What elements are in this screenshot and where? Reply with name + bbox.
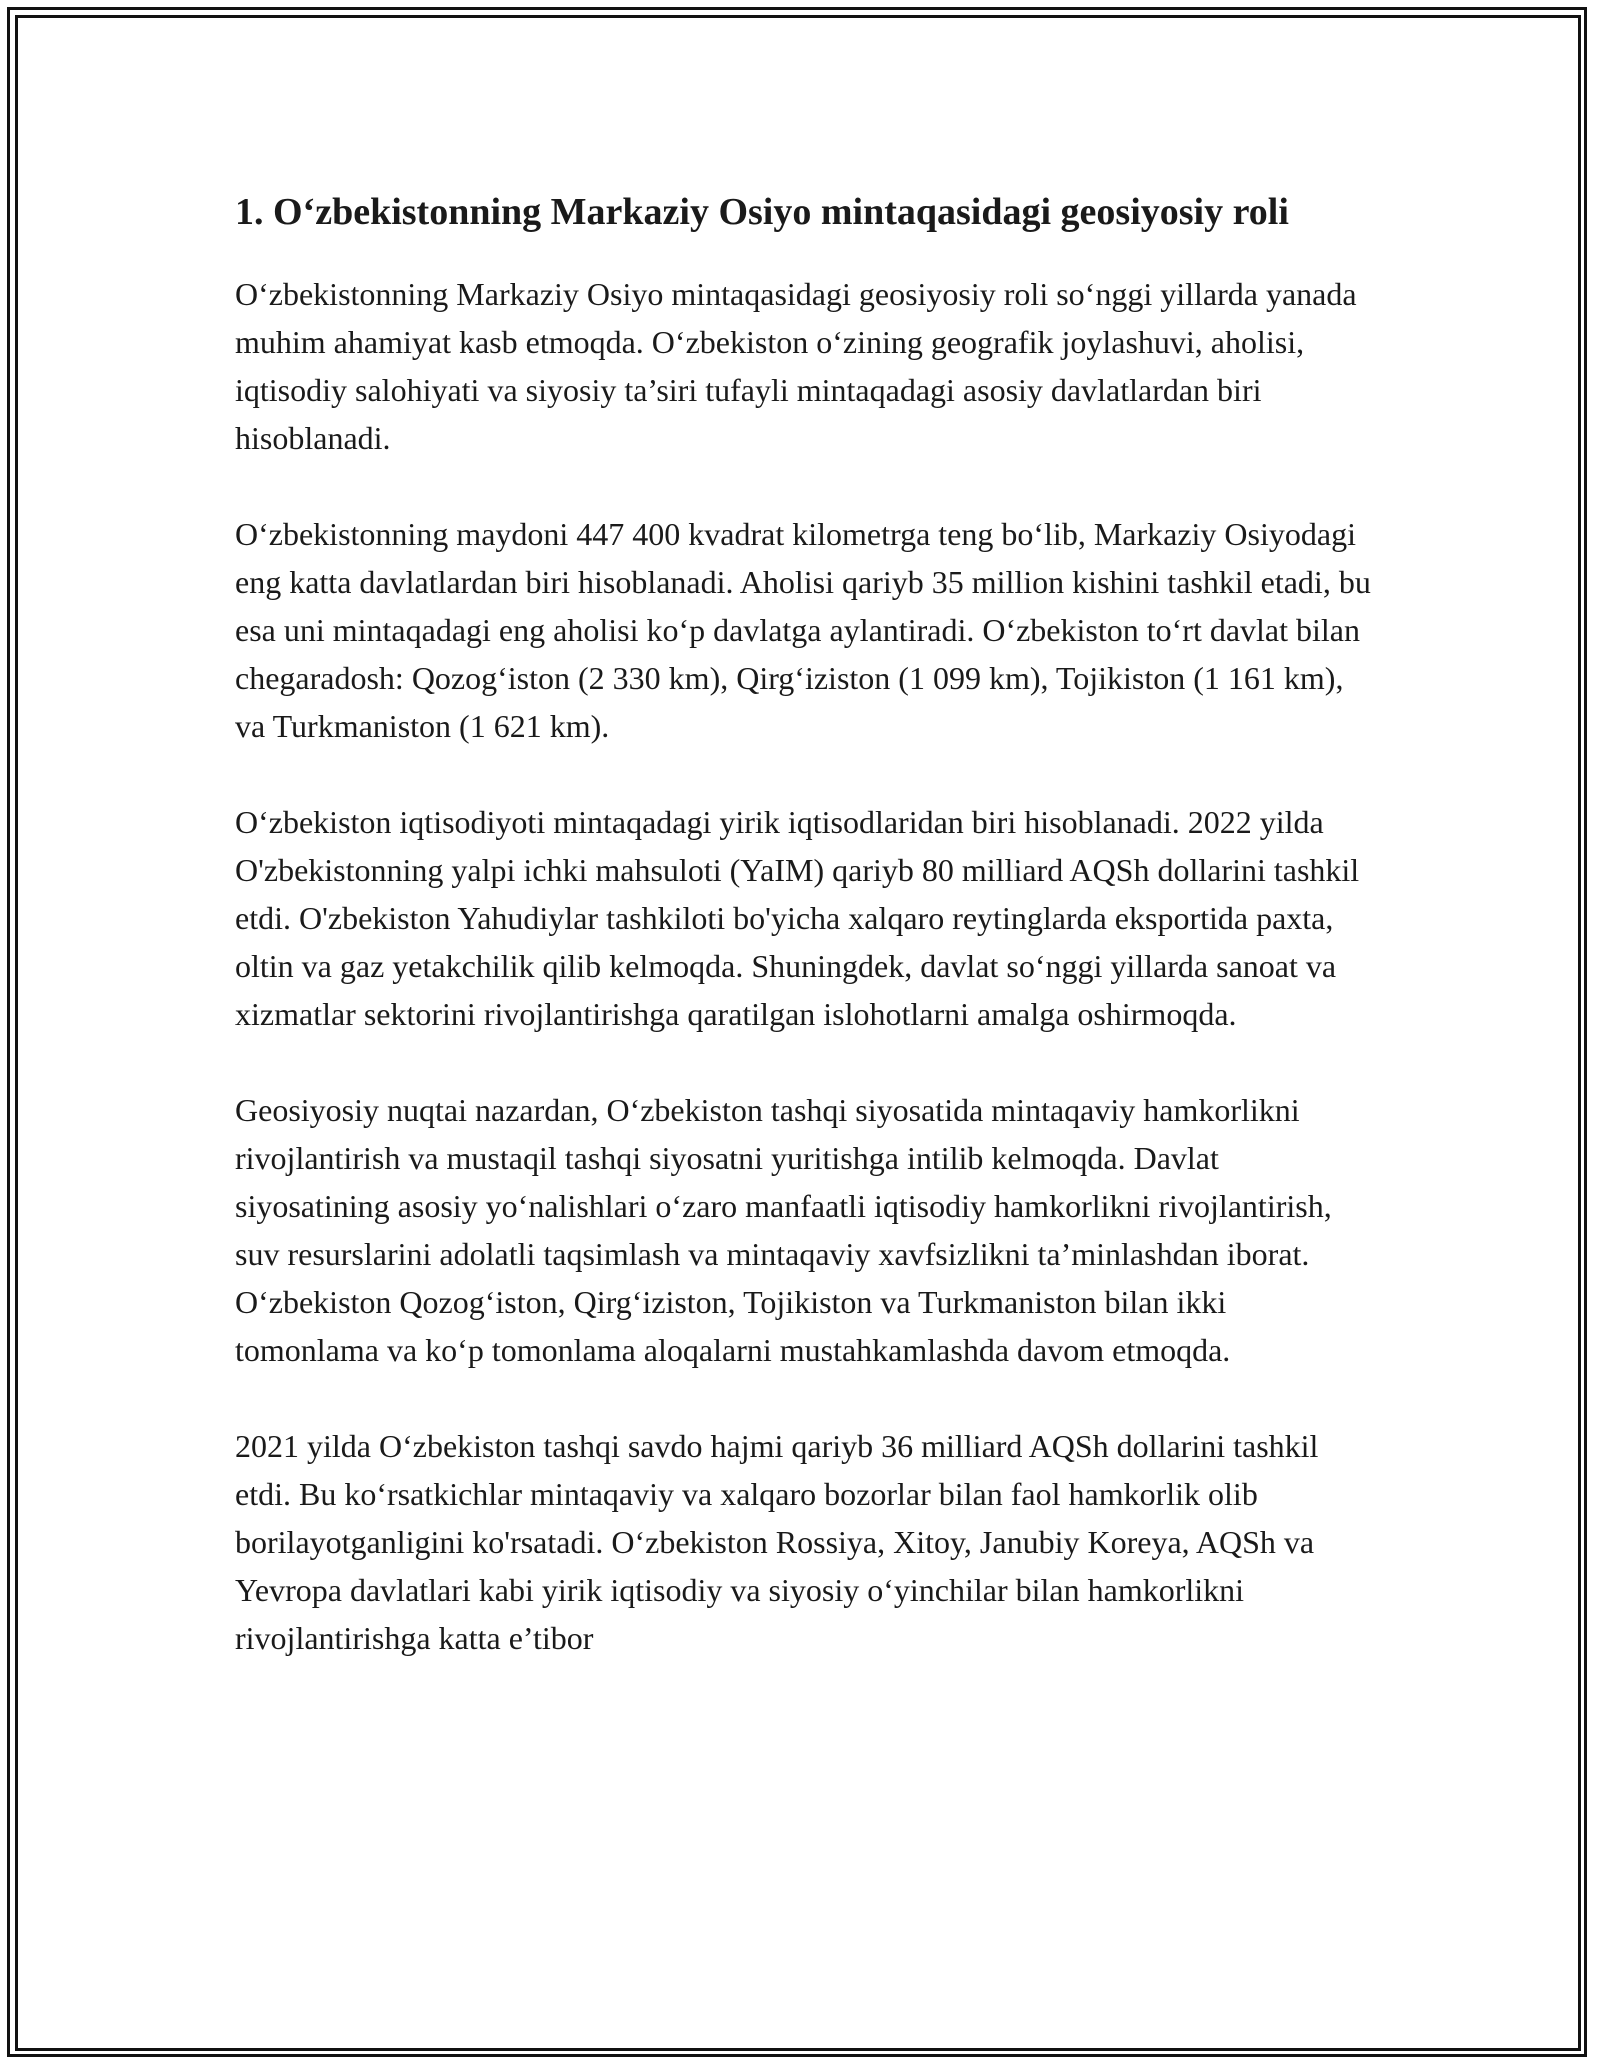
document-body [235,186,1375,1710]
paragraph-geography: O‘zbekistonning maydoni 447 400 kvadrat kilometrga teng bo‘lib, Markaziy Osiyodagi eng katta davlatlardan biri hisoblanadi. Aholisi qariyb 35 million kishini tashkil etadi, bu esa uni mintaqadagi eng aholisi ko‘p davlatga aylantiradi. O‘zbekiston to‘rt davlat bilan chegaradosh: Qozog‘iston (2 330 km), Qirg‘iziston (1 099 km), Tojikiston (1 161 km), va Turkmaniston (1 621 km). [235,516,1371,744]
section-title: 1. O‘zbekistonning Markaziy Osiyo mintaqasidagi geosiyosiy roli [235,191,1289,233]
paragraph-economy: O‘zbekiston iqtisodiyoti mintaqadagi yirik iqtisodlaridan biri hisoblanadi. 2022 yilda O'zbekistonning yalpi ichki mahsuloti (YaIM) qariyb 80 milliard AQSh dollarini tashkil etdi. O'zbekiston Yahudiylar tashkiloti bo'yicha xalqaro reytinglarda eksportida paxta, oltin va gaz yetakchilik qilib kelmoqda. Shuningdek, davlat so‘nggi yillarda sanoat va xizmatlar sektorini rivojlantirishga qaratilgan islohotlarni amalga oshirmoqda. [235,804,1360,1032]
paragraph-geopolitics: Geosiyosiy nuqtai nazardan, O‘zbekiston tashqi siyosatida mintaqaviy hamkorlikni rivojlantirish va mustaqil tashqi siyosatni yuritishga intilib kelmoqda. Davlat siyosatining asosiy yo‘nalishlari o‘zaro manfaatli iqtisodiy hamkorlikni rivojlantirish, suv resurslarini adolatli taqsimlash va mintaqaviy xavfsizlikni ta’minlashdan iborat. O‘zbekiston Qozog‘iston, Qirg‘iziston, Tojikiston va Turkmaniston bilan ikki tomonlama va ko‘p tomonlama aloqalarni mustahkamlashda davom etmoqda. [235,1092,1332,1368]
paragraph-trade: 2021 yilda O‘zbekiston tashqi savdo hajmi qariyb 36 milliard AQSh dollarini tashkil etdi. Bu ko‘rsatkichlar mintaqaviy va xalqaro bozorlar bilan faol hamkorlik olib borilayotganligini ko'rsatadi. O‘zbekiston Rossiya, Xitoy, Janubiy Koreya, AQSh va Yevropa davlatlari kabi yirik iqtisodiy va siyosiy o‘yinchilar bilan hamkorlikni rivojlantirishga katta e’tibor [235,1428,1319,1656]
paragraph-intro: O‘zbekistonning Markaziy Osiyo mintaqasidagi geosiyosiy roli so‘nggi yillarda yanada muhim ahamiyat kasb etmoqda. O‘zbekiston o‘zining geografik joylashuvi, aholisi, iqtisodiy salohiyati va siyosiy ta’siri tufayli mintaqadagi asosiy davlatlardan biri hisoblanadi. [235,276,1357,456]
